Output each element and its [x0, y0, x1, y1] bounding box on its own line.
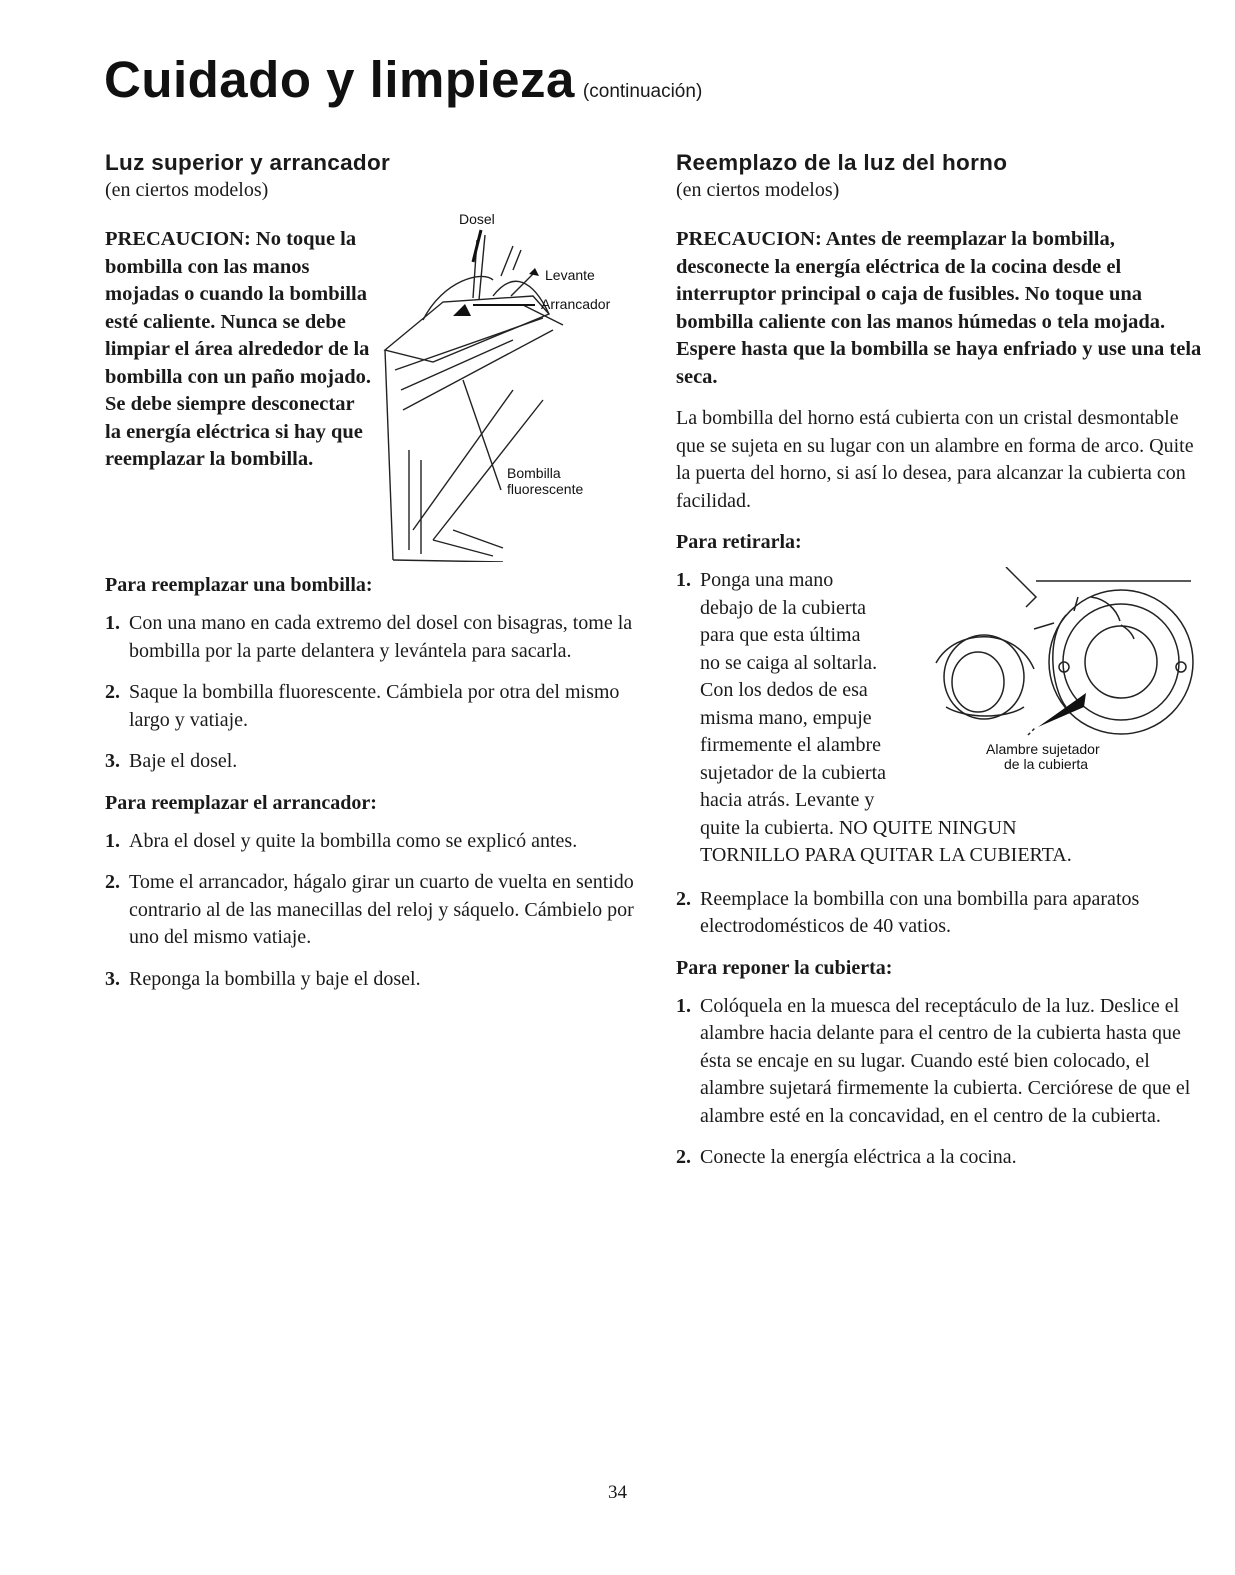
title-continued: (continuación) [582, 81, 703, 102]
remove-heading: Para retirarla: [676, 531, 802, 553]
list-item: 2. Saque la bombilla fluorescente. Cámbiela por otra del mismo largo y vatiaje. [105, 681, 620, 731]
replace-cover-heading: Para reponer la cubierta: [676, 956, 893, 979]
list-item: 2. Tome el arrancador, hágalo girar un cuarto de vuelta en sentido contrario al de las manecillas del reloj y sáquelo. Cámbielo por uno del mismo vatiaje. [105, 871, 634, 948]
page-number: 34 [608, 1482, 627, 1503]
list-item: 2. Conecte la energía eléctrica a la cocina. [676, 1146, 1017, 1168]
replace-starter-heading: Para reemplazar el arrancador: [105, 791, 377, 814]
list-item: 1. Abra el dosel y quite la bombilla como se explicó antes. [105, 829, 578, 852]
remove-step1-lines: Ponga una mano debajo de la cubierta para que esta última no se caiga al soltarla. Con los dedos de esa misma mano, empuje firmemente el alambre sujetador de la cubierta hacia atrás. Levante y [700, 569, 887, 811]
list-item: 1. Colóquela en la muesca del receptáculo de la luz. Deslice el alambre hacia delante para el centro de la cubierta hasta que ésta se encaje en su lugar. Cuando esté bien colocado, el alambre sujetará firmemente la cubierta. Cerciórese de que el alambre esté en la concavidad, en el centro de la cubierta. [676, 994, 1191, 1127]
list-item: 1. Ponga una mano debajo de la cubierta para que esta última no se caiga al soltarla. Con los dedos de esa misma mano, empuje firmemente el alambre sujetador de la cubierta hacia atrás. Levante y quite la cubierta. NO QUITE NINGUN TORNILLO PARA QUITAR LA CUBIERTA. Alambre sujetador de la cubierta [676, 567, 1206, 870]
replace-bulb-heading: Para reemplazar una bombilla: [105, 574, 373, 596]
left-subheading: (en ciertos modelos) [105, 179, 269, 201]
right-subheading: (en ciertos modelos) [676, 179, 840, 201]
label-cubierta: de la cubierta [1004, 756, 1089, 772]
left-caution-block [105, 210, 650, 568]
canopy-illustration [373, 210, 653, 562]
replace-cover-steps [676, 993, 1206, 1172]
replace-starter-steps [105, 828, 650, 994]
left-heading: Luz superior y arrancador [105, 150, 391, 175]
remove-steps [676, 567, 1206, 941]
list-item: 2. Reemplace la bombilla con una bombilla para aparatos electrodomésticos de 40 vatios. [676, 887, 1140, 937]
label-arrancador: Arrancador [541, 296, 611, 312]
right-intro: La bombilla del horno está cubierta con un cristal desmontable que se sujeta en su lugar con un alambre en forma de arco. Quite la puerta del horno, si así lo desea, para alcanzar la cubierta con facilidad. [676, 407, 1194, 512]
left-caution: PRECAUCION: No toque la bombilla con las manos mojadas o cuando la bombilla esté caliente. Nunca se debe limpiar el área alrededor de la bombilla con un paño mojado. Se debe siempre desconectar la energía eléctrica si hay que reemplazar la bombilla. [105, 228, 371, 470]
list-item: 3. Baje el dosel. [105, 750, 238, 772]
label-alambre: Alambre sujetador [986, 741, 1100, 757]
label-levante: Levante [545, 267, 595, 283]
oven-light-illustration [916, 567, 1201, 807]
list-item: 1. Con una mano en cada extremo del dosel con bisagras, tome la bombilla por la parte delantera y levántela para sacarla. [105, 612, 633, 662]
label-dosel: Dosel [459, 211, 495, 227]
list-item: 3. Reponga la bombilla y baje el dosel. [105, 967, 421, 990]
remove-step1-rest: quite la cubierta. NO QUITE NINGUN TORNILLO PARA QUITAR LA CUBIERTA. [700, 816, 1072, 866]
title-main: Cuidado y limpieza [104, 51, 575, 108]
right-caution: PRECAUCION: Antes de reemplazar la bombilla, desconecte la energía eléctrica de la cocina desde el interruptor principal o caja de fusibles. No toque una bombilla caliente con las manos húmedas o tela mojada. Espere hasta que la bombilla se haya enfriado y use una tela seca. [676, 228, 1202, 388]
right-heading: Reemplazo de la luz del horno [676, 150, 1008, 175]
right-column [676, 150, 1206, 1186]
label-bombilla: Bombilla [507, 465, 561, 481]
page-title [104, 50, 702, 109]
replace-bulb-steps [105, 610, 650, 776]
left-column [105, 150, 650, 1007]
label-fluorescente: fluorescente [507, 481, 584, 497]
